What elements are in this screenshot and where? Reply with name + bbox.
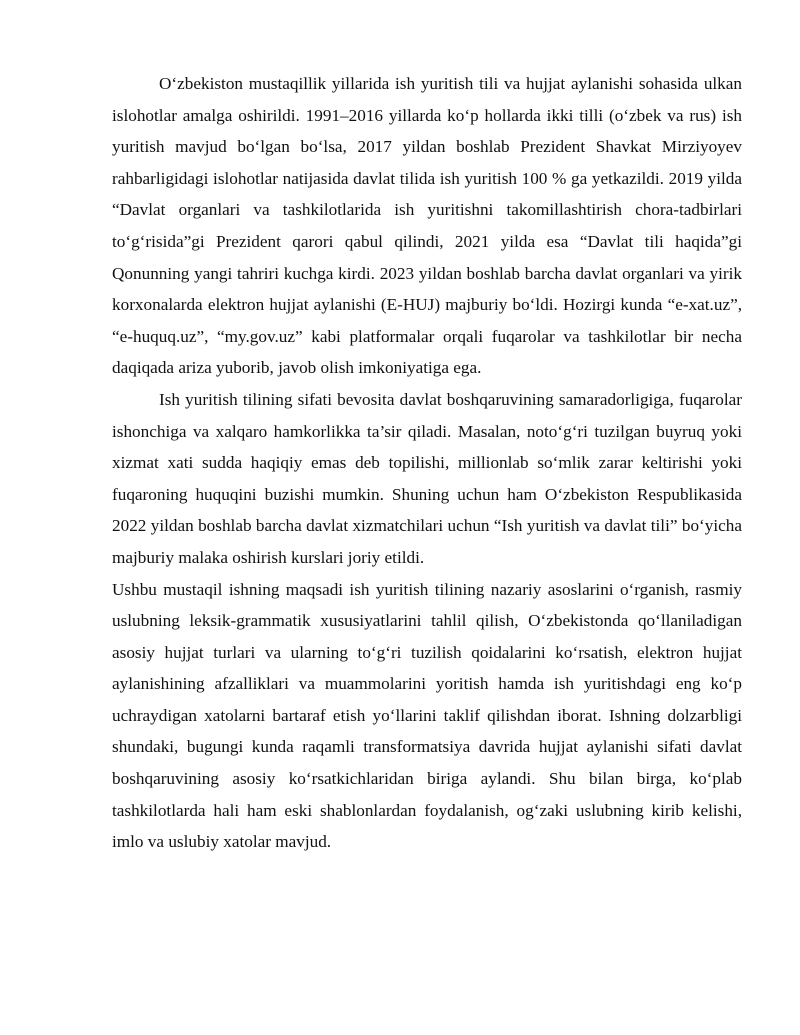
document-page bbox=[112, 68, 742, 858]
paragraph-2: Ish yuritish tilining sifati bevosita davlat boshqaruvining samaradorligiga, fuqarolar ishonchiga va xalqaro hamkorlikka ta’sir qiladi. Masalan, noto‘g‘ri tuzilgan buyruq yoki xizmat xati sudda haqiqiy emas deb topilishi, millionlab so‘mlik zarar keltirishi yoki fuqaroning huquqini buzishi mumkin. Shuning uchun ham O‘zbekiston Respublikasida 2022 yildan boshlab barcha davlat xizmatchilari uchun “Ish yuritish va davlat tili” bo‘yicha majburiy malaka oshirish kurslari joriy etildi. bbox=[112, 389, 742, 567]
paragraph-1: O‘zbekiston mustaqillik yillarida ish yuritish tili va hujjat aylanishi sohasida ulkan islohotlar amalga oshirildi. 1991–2016 yillarda ko‘p hollarda ikki tilli (o‘zbek va rus) ish yuritish mavjud bo‘lgan bo‘lsa, 2017 yildan boshlab Prezident Shavkat Mirziyoyev rahbarligidagi islohotlar natijasida davlat tilida ish yuritish 100 % ga yetkazildi. 2019 yilda “Davlat organlari va tashkilotlarida ish yuritishni takomillashtirish chora-tadbirlari to‘g‘risida”gi Prezident qarori qabul qilindi, 2021 yilda esa “Davlat tili haqida”gi Qonunning yangi tahriri kuchga kirdi. 2023 yildan boshlab barcha davlat organlari va yirik korxonalarda elektron hujjat aylanishi (E-HUJ) majburiy bo‘ldi. Hozirgi kunda “e-xat.uz”, “e-huquq.uz”, “my.gov.uz” kabi platformalar orqali fuqarolar va tashkilotlar bir necha daqiqada ariza yuborib, javob olish imkoniyatiga ega. bbox=[112, 74, 742, 378]
paragraph-3: Ushbu mustaqil ishning maqsadi ish yuritish tilining nazariy asoslarini o‘rganish, rasmiy uslubning leksik-grammatik xususiyatlarini tahlil qilish, O‘zbekistonda qo‘llaniladigan asosiy hujjat turlari va ularning to‘g‘ri tuzilish qoidalarini ko‘rsatish, elektron hujjat aylanishining afzalliklari va muammolarini yoritish hamda ish yuritishdagi eng ko‘p uchraydigan xatolarni bartaraf etish yo‘llarini taklif qilishdan iborat. Ishning dolzarbligi shundaki, bugungi kunda raqamli transformatsiya davrida hujjat aylanishi sifati davlat boshqaruvining asosiy ko‘rsatkichlaridan biriga aylandi. Shu bilan birga, ko‘plab tashkilotlarda hali ham eski shablonlardan foydalanish, og‘zaki uslubning kirib kelishi, imlo va uslubiy xatolar mavjud. bbox=[112, 579, 742, 852]
